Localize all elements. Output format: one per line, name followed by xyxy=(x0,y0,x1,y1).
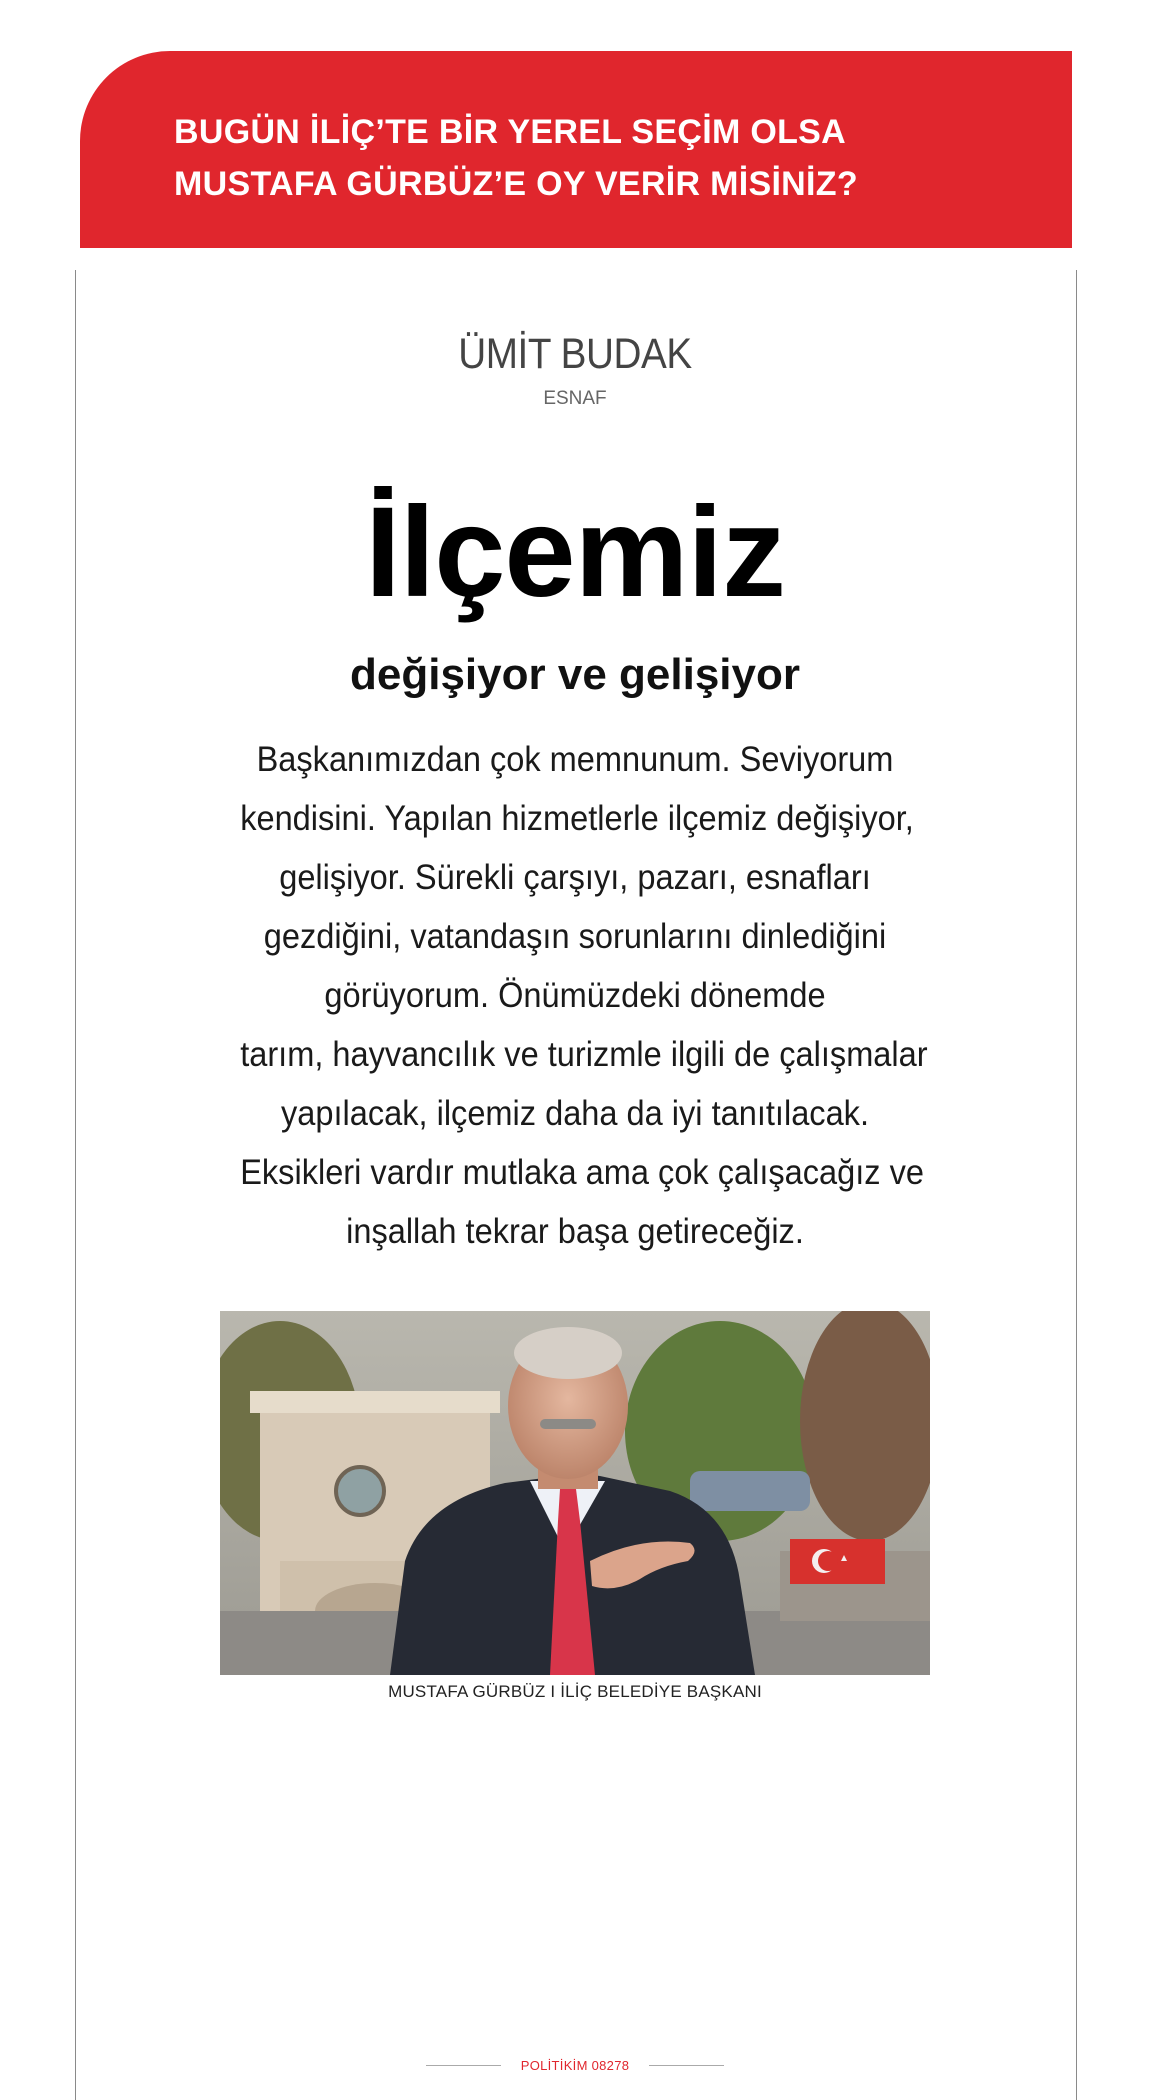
footer-divider-left xyxy=(426,2065,501,2066)
banner-question-line-2: MUSTAFA GÜRBÜZ’E OY VERİR MİSİNİZ? xyxy=(174,165,858,203)
quote-line: gelişiyor. Sürekli çarşıyı, pazarı, esnafları xyxy=(279,858,871,897)
author-name: ÜMİT BUDAK xyxy=(458,330,692,378)
footer-page-label: POLİTİKİM 08278 xyxy=(520,2058,630,2073)
photo-caption: MUSTAFA GÜRBÜZ I İLİÇ BELEDİYE BAŞKANI xyxy=(388,1682,762,1701)
mayor-photo xyxy=(220,1311,930,1675)
quote-line: inşallah tekrar başa getireceğiz. xyxy=(346,1212,804,1251)
banner-question-line-1: BUGÜN İLİÇ’TE BİR YEREL SEÇİM OLSA xyxy=(174,113,847,151)
article-subheadline: değişiyor ve gelişiyor xyxy=(350,650,800,699)
quote-line: yapılacak, ilçemiz daha da iyi tanıtılacak. xyxy=(280,1094,869,1133)
page-footer xyxy=(0,2058,1150,2073)
quote-line: Eksikleri vardır mutlaka ama çok çalışacağız ve xyxy=(240,1153,924,1192)
quote-line: kendisini. Yapılan hizmetlerle ilçemiz değişiyor, xyxy=(240,799,914,838)
quote-line: Başkanımızdan çok memnunum. Seviyorum xyxy=(256,740,894,779)
author-role: ESNAF xyxy=(543,388,607,409)
headline-banner xyxy=(80,51,1072,248)
quote-line: görüyorum. Önümüzdeki dönemde xyxy=(324,976,826,1015)
article-headline: İlçemiz xyxy=(365,481,785,624)
article-quote xyxy=(240,730,928,1261)
quote-line: tarım, hayvancılık ve turizmle ilgili de çalışmalar xyxy=(240,1035,928,1074)
footer-divider-right xyxy=(649,2065,724,2066)
quote-line: gezdiğini, vatandaşın sorunlarını dinlediğini xyxy=(263,917,887,956)
